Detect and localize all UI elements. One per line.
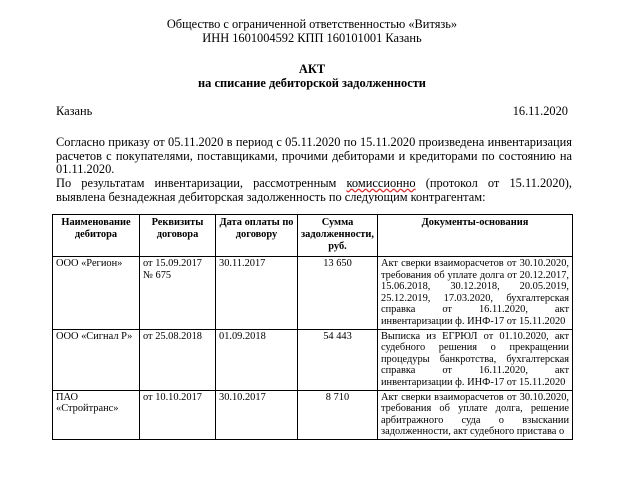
cell-pay-date: 30.10.2017 xyxy=(216,390,298,439)
cell-pay-date: 30.11.2017 xyxy=(216,257,298,330)
organization-name: Общество с ограниченной ответственностью «Витязь» xyxy=(166,17,458,31)
header-debtor: Наименование дебитора xyxy=(53,215,140,257)
header-documents: Документы-основания xyxy=(378,215,573,257)
table-row xyxy=(53,257,573,330)
cell-debtor: ООО «Регион» xyxy=(53,257,140,330)
cell-pay-date: 01.09.2018 xyxy=(216,329,298,390)
cell-contract: от 25.08.2018 xyxy=(140,329,216,390)
spellcheck-underlined-word: комиссионно xyxy=(346,176,416,190)
cell-documents: Выписка из ЕГРЮЛ от 01.10.2020, акт судебного решения о прекращении процедуры банкротства, бухгалтерская справка от 16.11.2020, акт инвентаризации ф. ИНФ-17 от 15.11.2020 xyxy=(378,329,573,390)
document-date: 16.11.2020 xyxy=(512,104,568,118)
debtors-table xyxy=(52,214,573,440)
header-pay-date: Дата оплаты по договору xyxy=(216,215,298,257)
title-act: АКТ xyxy=(298,62,326,76)
cell-debtor: ООО «Сигнал Р» xyxy=(53,329,140,390)
paragraph-results-start: По результатам инвентаризации, рассмотренным xyxy=(56,176,347,190)
table-row xyxy=(53,390,573,439)
header-contract: Реквизиты договора xyxy=(140,215,216,257)
table-row xyxy=(53,329,573,390)
document-place: Казань xyxy=(56,104,93,118)
organization-requisites: ИНН 1601004592 КПП 160101001 Казань xyxy=(202,31,422,45)
cell-contract: от 15.09.2017 № 675 xyxy=(140,257,216,330)
cell-contract: от 10.10.2017 xyxy=(140,390,216,439)
cell-documents: Акт сверки взаиморасчетов от 30.10.2020, требования об уплате долга, решение арбитражного суда о взыскании задолженности, акт судебного пристава о xyxy=(378,390,573,439)
paragraph-results-end: (протокол от 15.11.2020), выявлена безнадежная дебиторская задолженность по следующим контрагентам: xyxy=(56,176,572,204)
title-subject: на списание дебиторской задолженности xyxy=(198,76,426,90)
cell-amount: 8 710 xyxy=(298,390,378,439)
cell-debtor: ПАО «Стройтранс» xyxy=(53,390,140,439)
table-header-row xyxy=(53,215,573,257)
cell-documents: Акт сверки взаиморасчетов от 30.10.2020, требования об уплате долга от 20.12.2017, 15.06.2018, 30.12.2018, 20.05.2019, 25.12.2019, 17.03.2020, бухгалтерская справка от 16.11.2020, акт инвентаризации ф. ИНФ-17 от 15.11.2020 xyxy=(378,257,573,330)
paragraph-order: Согласно приказу от 05.11.2020 в период с 05.11.2020 по 15.11.2020 произведена инвентаризация расчетов с покупателями, поставщиками, прочими дебиторами и кредиторами по состоянию на 01.11.2020. xyxy=(56,135,572,177)
cell-amount: 13 650 xyxy=(298,257,378,330)
cell-amount: 54 443 xyxy=(298,329,378,390)
header-amount: Сумма задолженности, руб. xyxy=(298,215,378,257)
